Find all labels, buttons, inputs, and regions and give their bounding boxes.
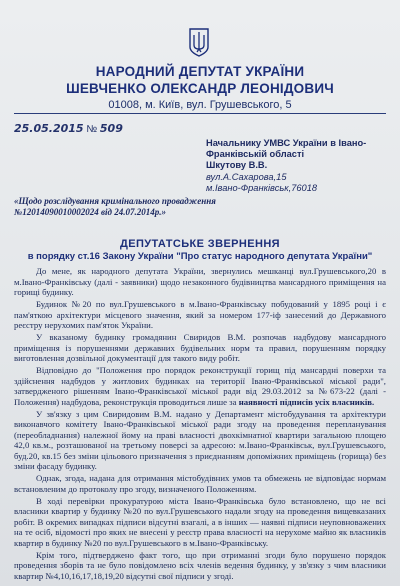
case-line: «Щодо розслідування кримінального провадження — [14, 196, 216, 206]
trident-emblem-icon — [188, 27, 210, 57]
deputy-address: 01008, м. Київ, вул. Грушевського, 5 — [108, 99, 292, 111]
ref-no-label: № — [86, 124, 98, 135]
addressee-city: м.Івано-Франківськ,76018 — [206, 182, 318, 193]
body-paragraph: Будинок №20 по вул.Грушевського в м.Івано-Франківську побудований у 1895 році і є пам'яткою архітектури місцевого значення, який за номером 177-іф занесений до Державного реєстру нерухомих пам'яток України. — [14, 299, 386, 330]
body-paragraph: Крім того, підтверджено факт того, що при отриманні згоди було порушено порядок проведення зборів та не було повідомлено всіх членів ведення будинку, у зв'язку з чим власники квартир №4,10,16,17,18,19,20 відсутні свої підписи у згоді. — [14, 549, 386, 581]
case-reference — [14, 196, 216, 218]
reference-line — [14, 122, 123, 135]
addressee-block — [206, 138, 366, 194]
header-divider — [14, 113, 386, 114]
deputy-name: ШЕВЧЕНКО ОЛЕКСАНДР ЛЕОНІДОВИЧ — [66, 81, 334, 96]
addressee-name: Шкутову В.В. — [206, 160, 268, 171]
addressee-line: Начальнику УМВС України в Івано- — [206, 138, 367, 148]
appeal-subtitle: в порядку ст.16 Закону України "Про статус народного депутата України" — [27, 251, 373, 262]
ref-number: 509 — [99, 122, 123, 135]
body-paragraph: У вказаному будинку громадянин Свиридов В.М. розпочав надбудову мансардного приміщення із порушеннями державних будівельних норм та правил, порушенням порядку виготовлення дозвільної документації для такого виду робіт. — [14, 332, 386, 363]
body-paragraph: У зв'язку з цим Свиридовим В.М. надано у Департамент містобудування та архітектури виконавчого комітету Івано-Франківської міської ради згоду на проведення перепланування (переобладнання) належної йому на праві власності двохкімнатної квартири загальною площею 42,0 кв.м., розташованої на третьому поверсі за адресою: м.Івано-Франківськ, вул.Грушевського, буд.20, кв.15 без зміни цільового призначення з приєднанням допоміжних приміщень (горища) без зміни фасаду будинку. — [14, 408, 386, 471]
body-paragraph: До мене, як народного депутата України, звернулись мешканці вул.Грушевського,20 в м.Івано-Франківську (далі - заявники) щодо незаконного будівництва мансардного приміщення на горищі будинку. — [14, 266, 386, 297]
letter-body — [14, 266, 386, 583]
addressee-line: Франківській області — [206, 149, 305, 160]
body-emphasis: наявності підписів усіх власників. — [238, 396, 375, 407]
addressee-street: вул.А.Сахарова,15 — [206, 171, 287, 182]
deputy-title: НАРОДНИЙ ДЕПУТАТ УКРАЇНИ — [95, 64, 305, 79]
case-line: №12014090010002024 від 24.07.2014р.» — [14, 207, 166, 217]
body-paragraph: Однак, згода, надана для отримання містобудівних умов та обмежень не відповідає нормам встановленим до протоколу про згоду, визначеного Положенням. — [14, 473, 386, 494]
ref-date: 25.05.2015 — [14, 122, 84, 135]
body-paragraph — [14, 365, 386, 407]
body-text: Відповідно до "Положення про порядок реконструкції горищ під мансардні поверхи та здійснення надбудов у житлових будинках на території Івано-Франківської міської ради", затвердженого рішенням Івано-Франківської міської ради від 29.03.2012 за №673-22 (далі - Положення) надбудова, реконструкція проводиться лише за — [14, 365, 386, 407]
body-paragraph: В ході перевірки прокуратурою міста Івано-Франківська було встановлено, що не всі власники квартир у будинку №20 по вул.Грушевського надали згоду на проведення вищевказаних робіт. В окремих випадках підписи відсутні взагалі, а в інших — наявні підписи неуповноважених на те осіб, відомості про яких не внесені у реєстр права власності на нерухоме майно як власників квартир в будинку №20 по вул.Грушевського в м.Івано-Франківську. — [14, 495, 386, 548]
appeal-title: ДЕПУТАТСЬКЕ ЗВЕРНЕННЯ — [119, 238, 280, 250]
